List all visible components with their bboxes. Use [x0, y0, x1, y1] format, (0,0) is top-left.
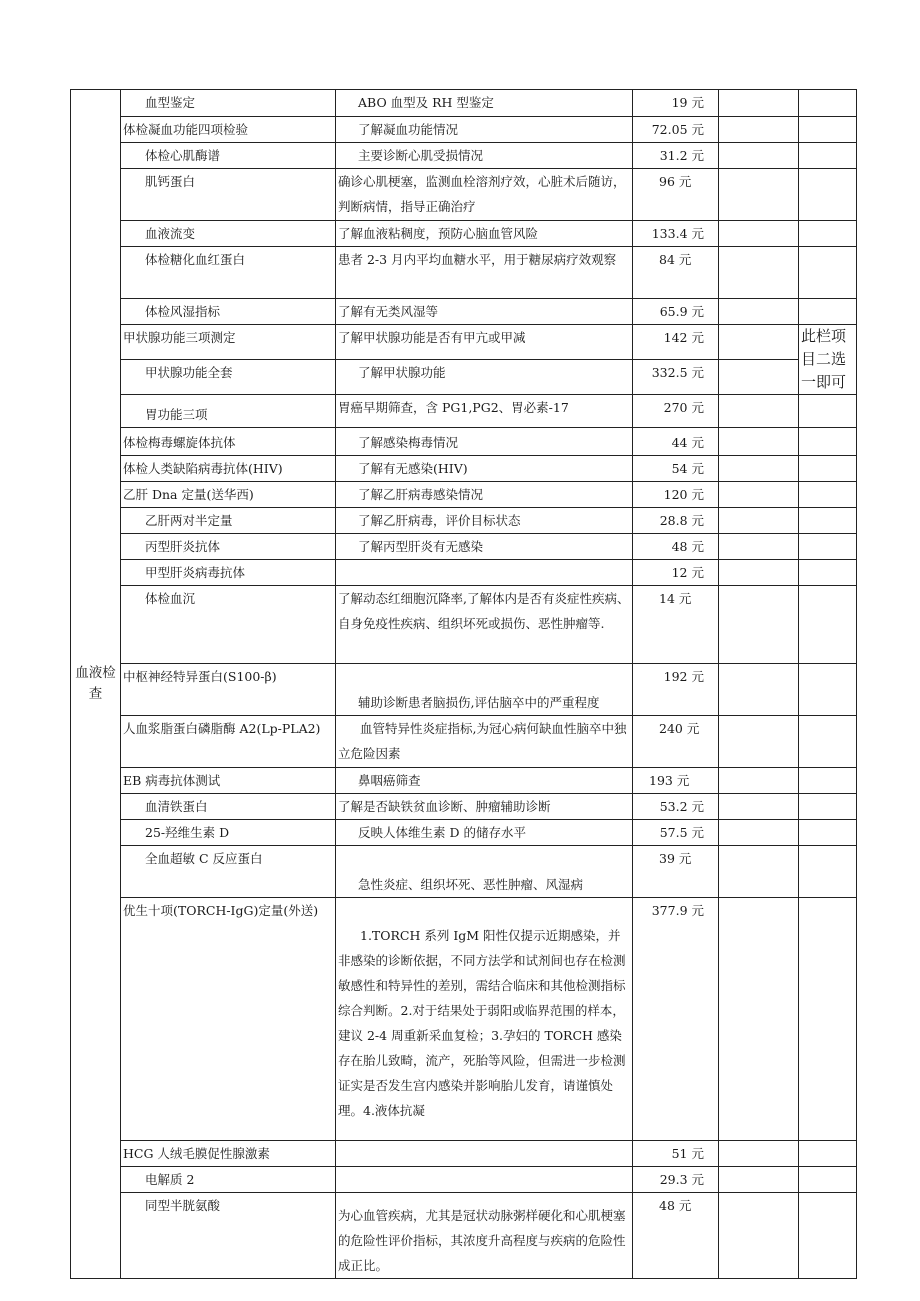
blank-cell [719, 1193, 799, 1279]
item-name: 体检心肌酶谱 [121, 143, 336, 169]
item-name: 丙型肝炎抗体 [121, 534, 336, 560]
blank-cell [719, 794, 799, 820]
blank-cell [799, 169, 857, 221]
item-desc: 了解甲状腺功能 [336, 360, 633, 395]
item-name: 乙肝两对半定量 [121, 508, 336, 534]
item-price: 51 元 [633, 1141, 719, 1167]
blank-cell [719, 221, 799, 247]
item-desc: 辅助诊断患者脑损伤,评估脑卒中的严重程度 [336, 664, 633, 716]
item-name: 体检血沉 [121, 586, 336, 664]
blank-cell [799, 1167, 857, 1193]
blank-cell [719, 169, 799, 221]
blank-cell [799, 247, 857, 299]
blank-cell [799, 1141, 857, 1167]
item-name: 同型半胱氨酸 [121, 1193, 336, 1279]
item-name: 体检梅毒螺旋体抗体 [121, 428, 336, 456]
item-price: 142 元 [633, 325, 719, 360]
item-price: 29.3 元 [633, 1167, 719, 1193]
blank-cell [799, 143, 857, 169]
item-desc: 了解凝血功能情况 [336, 117, 633, 143]
item-price: 39 元 [633, 846, 719, 898]
item-name: 中枢神经特异蛋白(S100-β) [121, 664, 336, 716]
item-desc: 了解丙型肝炎有无感染 [336, 534, 633, 560]
item-price: 48 元 [633, 534, 719, 560]
blank-cell [799, 90, 857, 117]
item-name: 全血超敏 C 反应蛋白 [121, 846, 336, 898]
blank-cell [799, 716, 857, 768]
item-name: 肌钙蛋白 [121, 169, 336, 221]
blank-cell [799, 820, 857, 846]
item-price: 31.2 元 [633, 143, 719, 169]
item-price: 120 元 [633, 482, 719, 508]
blank-cell [719, 143, 799, 169]
item-desc [336, 1167, 633, 1193]
item-price: 28.8 元 [633, 508, 719, 534]
item-price: 12 元 [633, 560, 719, 586]
item-desc [336, 1141, 633, 1167]
item-price: 332.5 元 [633, 360, 719, 395]
item-desc: 了解乙肝病毒，评价目标状态 [336, 508, 633, 534]
item-desc: 血管特异性炎症指标,为冠心病何缺血性脑卒中独立危险因素 [336, 716, 633, 768]
blank-cell [719, 482, 799, 508]
item-desc: 了解乙肝病毒感染情况 [336, 482, 633, 508]
blank-cell [799, 794, 857, 820]
item-price: 193 元 [633, 768, 719, 794]
category-cell: 血液检查 [71, 90, 121, 1279]
blank-cell [719, 395, 799, 428]
blank-cell [719, 247, 799, 299]
item-name: HCG 人绒毛膜促性腺激素 [121, 1141, 336, 1167]
item-desc: 了解甲状腺功能是否有甲亢或甲减 [336, 325, 633, 360]
blank-cell [799, 664, 857, 716]
blank-cell [719, 846, 799, 898]
item-price: 72.05 元 [633, 117, 719, 143]
item-desc: 1.TORCH 系列 IgM 阳性仅提示近期感染，并非感染的诊断依据，不同方法学和试剂间也存在检测敏感性和特异性的差别，需结合临床和其他检测指标综合判断。2.对于结果处于弱阳或临界范围的样本，建议 2-4 周重新采血复检；3.孕妇的 TORCH 感染存在胎儿致畸，流产，死胎等风险，但需进一步检测证实是否发生宫内感染并影响胎儿发育，请谨慎处理。4.液体抗凝 [336, 898, 633, 1141]
item-price: 44 元 [633, 428, 719, 456]
item-price: 53.2 元 [633, 794, 719, 820]
item-desc: 鼻咽癌筛查 [336, 768, 633, 794]
blank-cell [799, 117, 857, 143]
blank-cell [719, 90, 799, 117]
item-name: 电解质 2 [121, 1167, 336, 1193]
blank-cell [719, 716, 799, 768]
item-name: 体检糖化血红蛋白 [121, 247, 336, 299]
item-name: 血液流变 [121, 221, 336, 247]
item-name: 甲型肝炎病毒抗体 [121, 560, 336, 586]
blank-cell [719, 360, 799, 395]
item-price: 240 元 [633, 716, 719, 768]
blank-cell [799, 395, 857, 428]
blank-cell [719, 299, 799, 325]
item-desc: 胃癌早期筛查，含 PG1,PG2、胃必素-17 [336, 395, 633, 428]
item-name: 25-羟维生素 D [121, 820, 336, 846]
item-desc: 了解感染梅毒情况 [336, 428, 633, 456]
blank-cell [719, 325, 799, 360]
item-price: 14 元 [633, 586, 719, 664]
blank-cell [799, 299, 857, 325]
blank-cell [719, 428, 799, 456]
item-desc: 反映人体维生素 D 的储存水平 [336, 820, 633, 846]
item-price: 377.9 元 [633, 898, 719, 1141]
blank-cell [799, 1193, 857, 1279]
item-price: 54 元 [633, 456, 719, 482]
blank-cell [799, 456, 857, 482]
item-desc: 了解是否缺铁贫血诊断、肿瘤辅助诊断 [336, 794, 633, 820]
item-price: 133.4 元 [633, 221, 719, 247]
blank-cell [719, 534, 799, 560]
blank-cell [719, 456, 799, 482]
blank-cell [719, 664, 799, 716]
item-desc: 了解有无感染(HIV) [336, 456, 633, 482]
item-name: 甲状腺功能全套 [121, 360, 336, 395]
blank-cell [719, 1167, 799, 1193]
item-desc: ABO 血型及 RH 型鉴定 [336, 90, 633, 117]
item-name: 人血浆脂蛋白磷脂酶 A2(Lp-PLA2) [121, 716, 336, 768]
blank-cell [799, 846, 857, 898]
blank-cell [799, 898, 857, 1141]
blank-cell [799, 221, 857, 247]
blank-cell [719, 560, 799, 586]
blank-cell [719, 586, 799, 664]
selection-note: 此栏项目二选一即可 [799, 325, 857, 395]
blank-cell [799, 508, 857, 534]
item-name: 血型鉴定 [121, 90, 336, 117]
item-name: 胃功能三项 [121, 395, 336, 428]
item-name: 优生十项(TORCH-IgG)定量(外送) [121, 898, 336, 1141]
exam-price-table [70, 89, 857, 1279]
item-name: EB 病毒抗体测试 [121, 768, 336, 794]
item-name: 体检风湿指标 [121, 299, 336, 325]
item-desc: 主要诊断心肌受损情况 [336, 143, 633, 169]
item-name: 乙肝 Dna 定量(送华西) [121, 482, 336, 508]
item-desc: 急性炎症、组织坏死、恶性肿瘤、风湿病 [336, 846, 633, 898]
blank-cell [799, 560, 857, 586]
item-name: 体检凝血功能四项检验 [121, 117, 336, 143]
item-price: 84 元 [633, 247, 719, 299]
blank-cell [719, 508, 799, 534]
blank-cell [719, 820, 799, 846]
item-price: 19 元 [633, 90, 719, 117]
item-price: 270 元 [633, 395, 719, 428]
item-price: 48 元 [633, 1193, 719, 1279]
item-name: 血清铁蛋白 [121, 794, 336, 820]
item-desc: 确诊心肌梗塞，监测血栓溶剂疗效，心脏术后随访，判断病情，指导正确治疗 [336, 169, 633, 221]
blank-cell [719, 117, 799, 143]
blank-cell [799, 768, 857, 794]
item-price: 65.9 元 [633, 299, 719, 325]
item-price: 96 元 [633, 169, 719, 221]
item-desc [336, 560, 633, 586]
blank-cell [719, 898, 799, 1141]
blank-cell [799, 428, 857, 456]
item-name: 体检人类缺陷病毒抗体(HIV) [121, 456, 336, 482]
item-price: 57.5 元 [633, 820, 719, 846]
blank-cell [719, 1141, 799, 1167]
blank-cell [799, 534, 857, 560]
blank-cell [799, 586, 857, 664]
item-desc: 了解血液粘稠度，预防心脑血管风险 [336, 221, 633, 247]
item-desc: 了解有无类风湿等 [336, 299, 633, 325]
item-name: 甲状腺功能三项测定 [121, 325, 336, 360]
item-desc: 了解动态红细胞沉降率,了解体内是否有炎症性疾病、自身免疫性疾病、组织坏死或损伤、恶性肿瘤等. [336, 586, 633, 664]
item-price: 192 元 [633, 664, 719, 716]
blank-cell [799, 482, 857, 508]
item-desc: 患者 2-3 月内平均血糖水平，用于糖尿病疗效观察 [336, 247, 633, 299]
item-desc: 为心血管疾病，尤其是冠状动脉粥样硬化和心肌梗塞的危险性评价指标，其浓度升高程度与疾病的危险性成正比。 [336, 1193, 633, 1279]
blank-cell [719, 768, 799, 794]
